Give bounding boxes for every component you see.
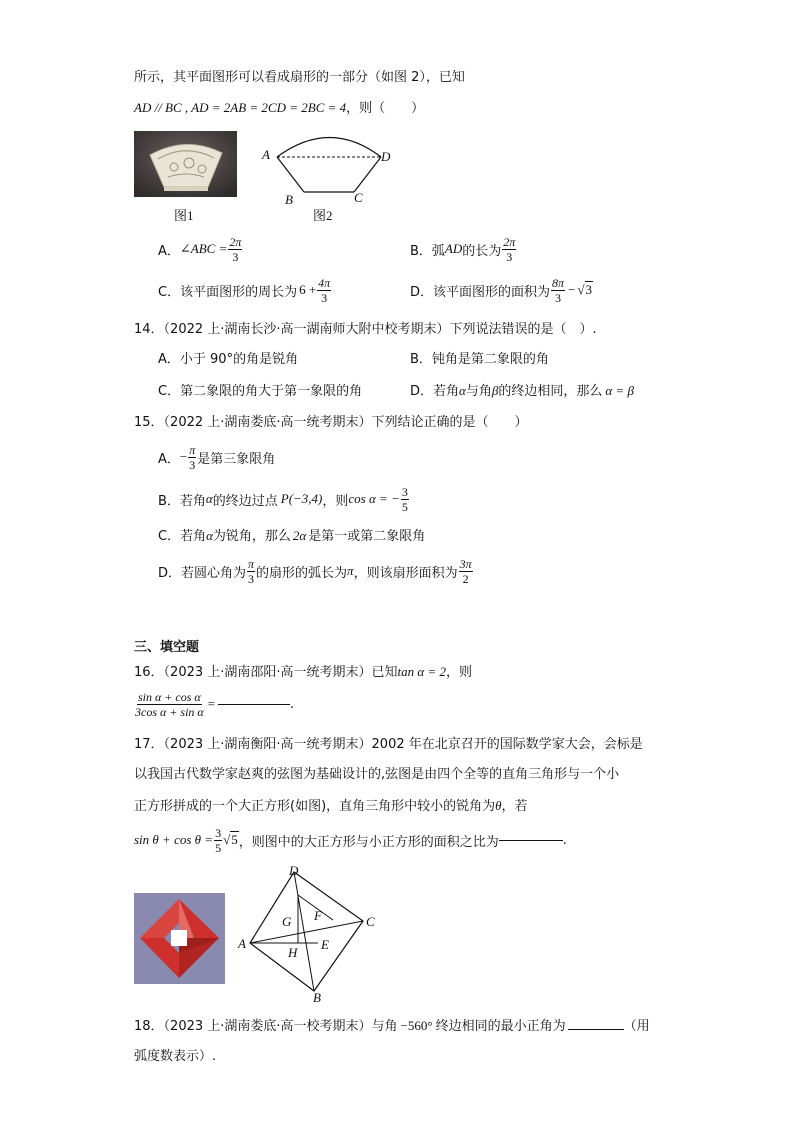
option-b-label: B．弧 [410, 243, 445, 259]
diagram-label-f: F [314, 908, 322, 923]
q14-option-a: A．小于 90°的角是锐角 [158, 352, 299, 367]
sqrt-expression: √3 [577, 282, 593, 297]
q16-stem: 16．（2023 上·湖南邵阳·高一统考期末）已知tan α = 2，则 [134, 664, 473, 680]
fraction: $\frac{\pi}{3}$ [189, 442, 196, 472]
fraction: $\frac{\text{sin α + cos α}}{\text{3cos α + sin α}}$ [135, 689, 204, 719]
section-title: 三、填空题 [134, 640, 200, 655]
intro-line: 所示，其平面图形可以看成扇形的一部分（如图 2），已知 [134, 70, 465, 85]
q17-line-3: 正方形拼成的一个大正方形(如图)，直角三角形中较小的锐角为θ，若 [134, 798, 528, 814]
figure-1-caption: 图1 [174, 208, 194, 223]
angle-abc: ∠ABC = [179, 241, 228, 256]
q13-option-c [158, 273, 332, 307]
zhao-shuang-diagram [235, 860, 385, 1010]
q16-expression: $\frac{\text{sin α + cos α}}{\text{3cos α + sin α}}$ = . [135, 689, 295, 719]
q15-option-d: D．若圆心角为 $\frac{\pi}{3}$ 的扇形的弧长为 π ，则该扇形面积为 $\frac{3\pi}{2}$ [158, 556, 472, 586]
q17-line-2: 以我国古代数学家赵爽的弦图为基础设计的,弦图是由四个全等的直角三角形与一个小 [134, 767, 620, 782]
answer-blank[interactable] [568, 1029, 624, 1030]
fraction: $\frac{3\pi}{2}$ [459, 556, 472, 586]
diagram-label-a: A [238, 936, 246, 951]
intro-then: ，则（ ） [346, 101, 425, 116]
q13-option-d [410, 273, 593, 307]
fraction: $\frac{8\pi}{3}$ [552, 275, 565, 305]
fig2-label-c: C [354, 190, 363, 205]
diagram-label-h: H [288, 945, 298, 960]
q13-option-b [410, 232, 517, 266]
arc-ad: AD [444, 241, 463, 256]
diagram-label-g: G [282, 914, 292, 929]
q17-line-1: 17．（2023 上·湖南衡阳·高一统考期末）2002 年在北京召开的国际数学家大会，会标是 [134, 737, 643, 752]
q15-option-c: C．若角α为锐角，那么 2α 是第一或第二象限角 [158, 528, 426, 544]
figure-2-diagram [258, 130, 398, 210]
option-d-label: D．该平面图形的面积为 [410, 284, 551, 300]
given-condition: AD // BC , AD = 2AB = 2CD = 2BC = 4 [134, 100, 347, 115]
fig2-label-a: A [262, 147, 270, 162]
q14-option-b: B．钝角是第二象限的角 [410, 352, 549, 367]
diagram-label-d: D [289, 863, 299, 878]
diagram-label-e: E [321, 937, 329, 952]
q17-line-4: sin θ + cos θ = $\frac{3}{5}$ √5 ，则图中的大正方形与小正方形的面积之比为 . [134, 825, 567, 855]
conference-logo [134, 893, 225, 984]
intro-condition-line [134, 97, 424, 116]
q15-option-b: B．若角 α 的终边过点 P(−3,4) ，则 cos α = − $\frac{3}{5}$ [158, 484, 408, 514]
fig2-label-b: B [285, 192, 293, 207]
q15-stem: 15．（2022 上·湖南娄底·高一统考期末）下列结论正确的是（ ） [134, 415, 528, 430]
option-b-text: 的长为 [462, 243, 502, 259]
fraction: $\frac{4\pi}{3}$ [318, 275, 331, 305]
fraction: $\frac{3}{5}$ [215, 825, 222, 855]
minus-sign: − [568, 282, 576, 297]
fraction: $\frac{2\pi}{3}$ [503, 234, 516, 264]
answer-blank[interactable] [218, 704, 290, 705]
fraction: $\frac{\pi}{3}$ [248, 556, 255, 586]
q18-line-2: 弧度数表示）. [134, 1049, 217, 1064]
q18-line-1: 18．（2023 上·湖南娄底·高一校考期末）与角 −560° 终边相同的最小正角为 （用 [134, 1018, 650, 1034]
q15-option-a: A． − $\frac{\pi}{3}$ 是第三象限角 [158, 442, 276, 472]
option-c-label: C．该平面图形的周长为 [158, 284, 298, 300]
fig2-label-d: D [381, 149, 391, 164]
figure-2-caption: 图2 [313, 208, 333, 223]
perimeter-prefix: 6 + [299, 282, 317, 297]
q14-option-c: C．第二象限的角大于第一象限的角 [158, 384, 363, 399]
fraction: $\frac{2\pi}{3}$ [229, 234, 242, 264]
q13-option-a [158, 232, 243, 266]
fraction: $\frac{3}{5}$ [401, 484, 408, 514]
diagram-label-c: C [366, 914, 375, 929]
sqrt-expression: √5 [223, 832, 238, 847]
jade-fan-photo [134, 131, 237, 197]
diagram-label-b: B [313, 990, 321, 1005]
answer-blank[interactable] [499, 840, 563, 841]
q14-stem: 14．（2022 上·湖南长沙·高一湖南师大附中校考期末）下列说法错误的是（ ）. [134, 322, 597, 337]
q14-option-d: D．若角α与角β的终边相同，那么 α = β [410, 383, 634, 399]
option-a-label: A． [158, 243, 180, 259]
